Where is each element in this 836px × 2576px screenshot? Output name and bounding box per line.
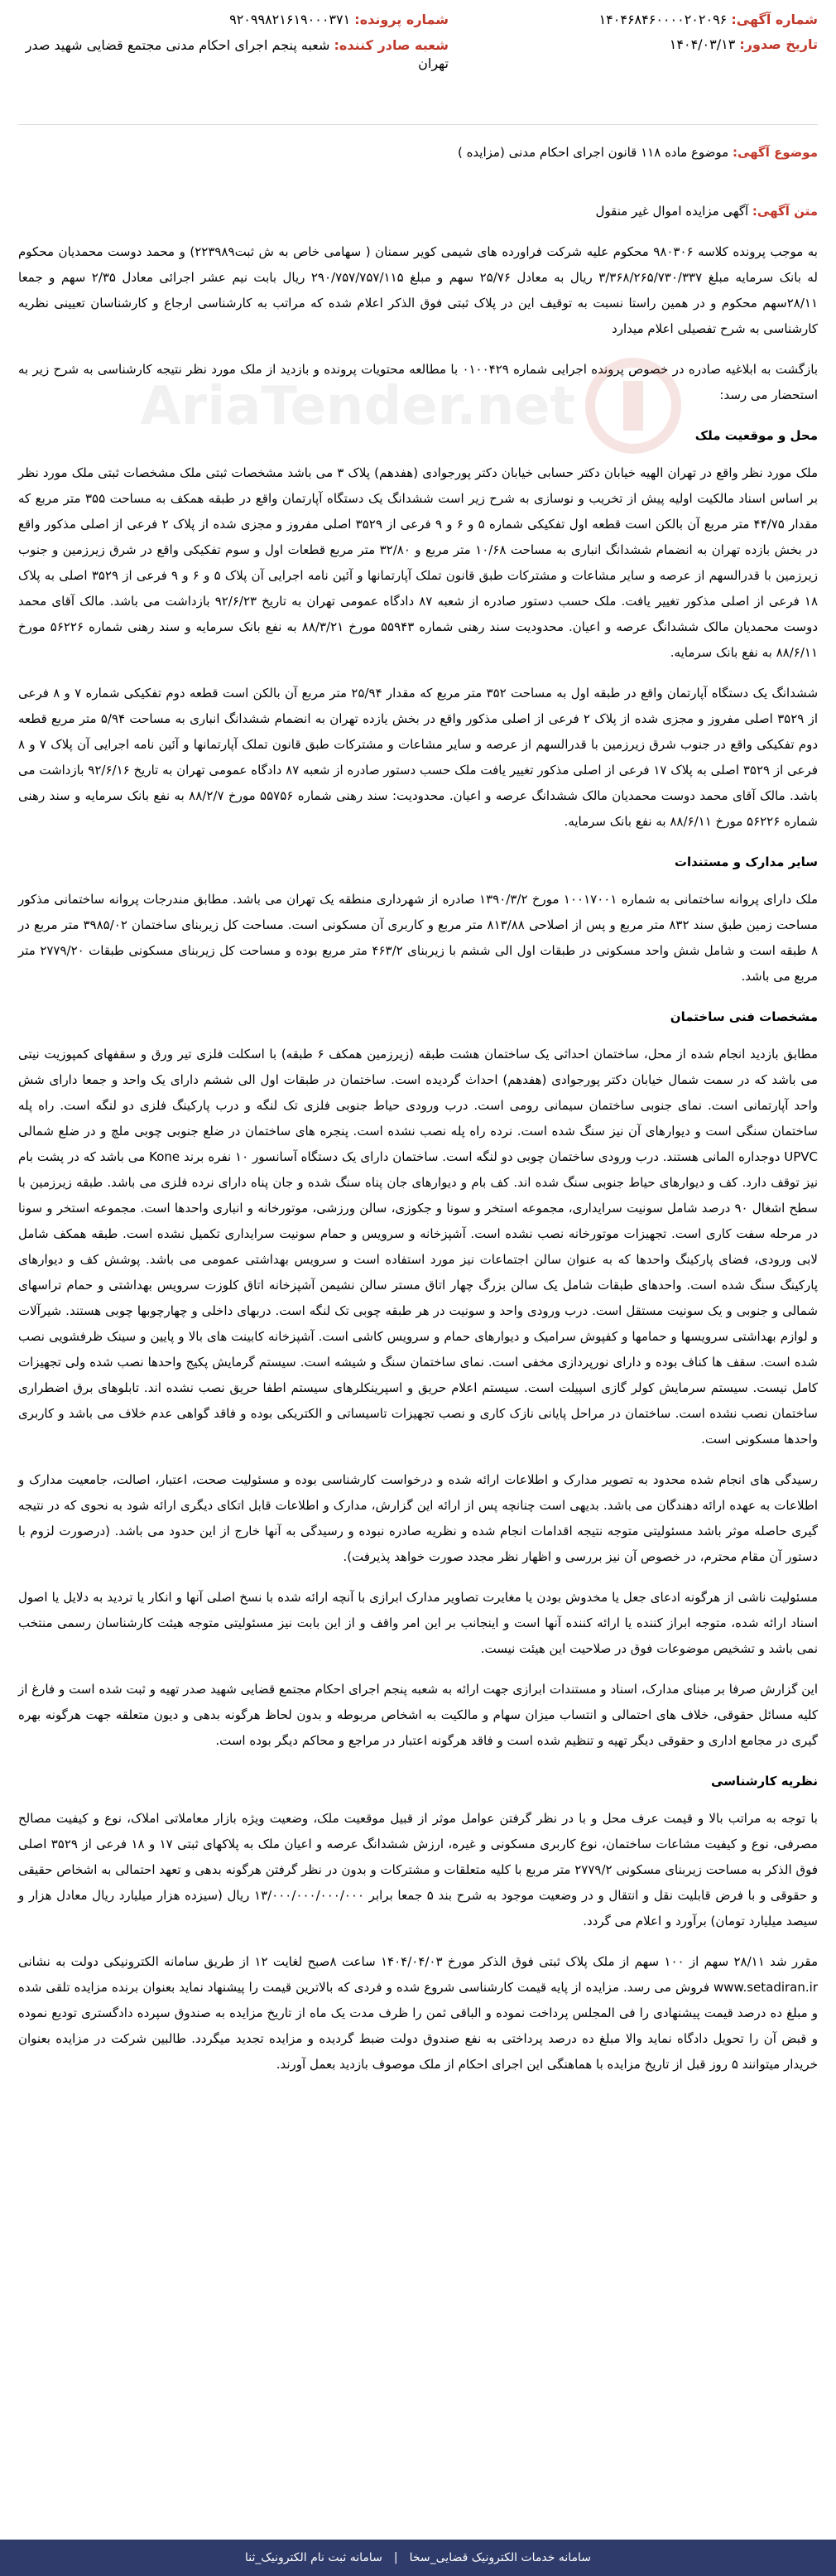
ad-number-row [545,12,818,36]
paragraph-ground-unit: ملک مورد نظر واقع در تهران الهیه خیابان دکتر حسابی خیابان دکتر پورجوادی (هفدهم) پلاک ۳ می باشد مشخصات ثبتی ملک مشخصات ثبتی ملک مورد نظر بر اساس اسناد مالکیت اولیه پیش از تخریب و نوسازی به شرح زیر است ششدانگ یک دستگاه آپارتمان واقع در طبقه همکف به مساحت ۳۵۵ متر مربع که مقدار ۴۴/۷۵ متر مربع آن بالکن است قطعه اول تفکیکی شماره ۵ و ۶ و ۹ فرعی از ۳۵۲۹ اصلی مفروز و مجزی شده از پلاک ۲ فرعی از اصلی مذکور واقع در بخش بازده تهران به انضمام ششدانگ انباری به مساحت ۱۰/۶۸ متر مربع و ۳۲/۸۰ متر مربع قطعات اول و سوم تفکیکی واقع در شرق زیرزمین و جنوب زیرزمین با قدرالسهم از عرصه و سایر مشاعات و مشترکات طبق قانون تملک آپارتمانها و آئین نامه اجرایی آن پلاک ۵ و ۶ و ۹ فرعی از ۳۵۲۹ اصلی به پلاک ۱۸ فرعی از اصلی مذکور تغییر یافت. ملک حسب دستور صادره از شعبه ۸۷ دادگاه عمومی تهران به تاریخ ۹۲/۶/۲۳ بازداشت می باشد. مالک آقای محمد دوست محمدیان مالک ششدانگ عرصه و اعیان. محدودیت سند رهنی شماره ۵۵۹۴۳ مورخ ۸۸/۳/۲۱ به نفع بانک سرمایه و سند رهنی شماره ۵۶۲۲۶ مورخ ۸۸/۶/۱۱ به نفع بانک سرمایه. [18,465,819,660]
paragraph-valuation: با توجه به مراتب بالا و قیمت عرف محل و با در نظر گرفتن عوامل موثر از قبیل موقعیت ملک، وضعیت ویژه بازار معاملاتی املاک، نوع و کیفیت مصالح مصرفی، نوع و کیفیت مشاعات ساختمان، نوع کاربری مسکونی و غیره، ارزش ششدانگ عرصه و اعیان ملک به پلاکهای ثبتی ۱۷ و ۱۸ فرعی از ۳۵۲۹ اصلی فوق الذکر به مساحت زیربنای مسکونی ۲۷۷۹/۲ متر مربع با کلیه متعلقات و مشترکات و بدون در نظر گرفتن هرگونه بدهی و تعهد احتمالی به اشخاص حقیقی و حقوقی و با فرض قابلیت نقل و انتقال و در وضعیت موجود به شرح بند ۵ جمعا برابر ۱۳/۰۰۰/۰۰۰/۰۰۰/۰۰۰ ریال (سیزده هزار میلیارد ریال معادل هزار و سیصد میلیارد تومان) برآورد و اعلام می گردد. [18,1811,819,1928]
footer-site-link[interactable]: سامانه ثبت نام الکترونیک_ثنا [245,2551,382,2564]
notice-meta [18,141,818,171]
text-title: آگهی مزایده اموال غیر منقول [595,204,749,219]
issue-date-label: تاریخ صدور: [739,36,818,52]
paragraph-liability: رسیدگی های انجام شده محدود به تصویر مدارک و اطلاعات ارائه شده و درخواست کارشناسی بوده و مسئولیت صحت، اعتبار، اصالت، جامعیت مدارک و اطلاعات به عهده ارائه دهندگان می باشد. بدیهی است چنانچه پس از ارائه این گزارش، مدارک و اطلاعات قابل اتکای دیگری ارائه شود به نحوی که در نتیجه گیری حاصله موثر باشد مسئولیتی متوجه نتیجه اقدامات انجام شده و نظریه صادره نبوده و رسیدگی به آنها خارج از این حدود می باشد. (درصورت لزوم با دستور آن مقام محترم، در خصوص آن نیز بررسی و اظهار نظر مجدد صورت خواهد پذیرفت). [18,1472,818,1564]
paragraph-verdict: به موجب پرونده کلاسه ۹۸۰۳۰۶ محکوم علیه شرکت فراورده های شیمی کویر سمنان ( سهامی خاص به ش ثبت۲۲۳۹۸۹) و محمد دوست محمدیان محکوم له بانک سرمایه مبلغ ۳/۳۶۸/۲۶۵/۷۳۰/۳۳۷ ریال به معادل ۲۵/۷۶ سهم و مبلغ ۲۹۰/۷۵۷/۷۵۷/۱۱۵ ریال بابت نیم عشر اجرائی معادل ۲/۳۵ سهم و جمعا ۲۸/۱۱سهم محکوم و در همین راستا نسبت به توقیف این در پلاک ثبتی فوق الذکر اعلام شده که مراتب به کارشناسی ارجاع و کارشناسان تعیینی نظریه کارشناسی به شرح تفصیلی اعلام میدارد [18,244,819,336]
issuer-row [18,36,449,73]
header-right-column [545,12,818,61]
ad-number-value: ۱۴۰۴۶۸۴۶۰۰۰۰۲۰۲۰۹۶ [598,12,728,27]
issue-date-row [545,36,818,61]
ad-number-label: شماره آگهی: [731,12,818,27]
paragraph-reference: بازگشت به ابلاغیه صادره در خصوص پرونده اجرایی شماره ۰۱۰۰۴۲۹ با مطالعه محتویات پرونده و بازدید از ملک مورد نظر نتیجه کارشناسی به شرح زیر به استحضار می رسد: [18,362,819,402]
footer-org-link[interactable]: سامانه خدمات الکترونیک قضایی_سخا [409,2551,591,2564]
case-number-row [18,12,449,36]
paragraph-auction-terms: مقرر شد ۲۸/۱۱ سهم از ۱۰۰ سهم از ملک پلاک ثبتی فوق الذکر مورخ ۱۴۰۴/۰۴/۰۳ ساعت ۸صبح لغایت ۱۲ از طریق سامانه الکترونیکی دولت به نشانی www.setadiran.ir فروش می رسد. مزایده از پایه قیمت کارشناسی شروع شده و فردی که بالاترین قیمت را پیشنهاد نماید بعنوان برنده مزایده تلقی شده و مبلغ ده درصد قیمت پیشنهادی را فی المجلس پرداخت نموده و الباقی ثمن را ظرف مدت یک ماه از تاریخ مزایده به صندوق سپرده دادگستری تودیع نموده و قبض آن را تحویل دادگاه نماید والا مبلغ ده درصد پرداختی به نفع صندوق دولت ضبط گردیده و مزایده تجدید میگردد. طالبین شرکت در مزایده بعنوان خریدار میتوانند ۵ روز قبل از تاریخ مزایده با هماهنگی این اجرای احکام از ملک موصوف بازدید بعمل آورند. [18,1954,818,2072]
issuer-label: شعبه صادر کننده: [334,37,449,53]
watermark-text: AriaTender.net [140,376,575,437]
paragraph-technical-specs: مطابق بازدید انجام شده از محل، ساختمان احداثی یک ساختمان هشت طبقه (زیرزمین همکف ۶ طبقه) با اسکلت فلزی تیر ورق و سقفهای کمپوزیت نیتی می باشد که در سمت شمال خیابان دکتر پورجوادی (هفدهم) احداث گردیده است. ساختمان در طبقات اول الی ششم دارای یک واحد و جمعا دارای شش واحد آپارتمانی است. نمای جنوبی ساختمان سیمانی رومی است. درب ورودی حیاط جنوبی فلزی تک لنگه و درب پارکینگ فلزی دو لنگه است. راه پله ساختمان سنگی است و دیوارهای آن نیز سنگ شده است. نرده راه پله نصب نشده است. پنجره های ساختمان در ضلع جنوبی چوبی ملچ و در ضلع شمالی UPVC دوجداره المانی هستند. درب ورودی ساختمان چوبی دو لنگه است. ساختمان دارای یک دستگاه آسانسور ۱۰ نفره برند Kone می باشد که در پشت بام نیز توقف دارد. کف و دیوارهای حیاط جنوبی سنگ شده اند. کف بام و دیوارهای جان پناه سنگ شده و جان پناه دارای نرده فلزی می باشد. طبقه زیرزمین با سطح اشغال ۹۰ درصد شامل سونیت سرایداری، مجموعه استخر و سونا و جکوزی، سالن ورزشی، موتورخانه و انباری واحدها است. مجموعه استخر و سونا در مرحله سفت کاری است. تجهیزات موتورخانه نصب نشده است. آشپزخانه و سرویس و حمام سونیت سرایداری تکمیل نشده است. طبقه همکف شامل لابی ورودی، فضای پارکینگ واحدها که به عنوان سالن اجتماعات نیز مورد استفاده است و سرویس بهداشتی عمومی می باشد. پوشش کف و دیوارهای پارکینگ سنگ شده است. واحدهای طبقات شامل یک سالن بزرگ چهار اتاق مستر سالن نشیمن آشپزخانه اتاق کلوزت سرویس بهداشتی و حمام تراسهای شمالی و جنوبی و یک سونیت مستقل است. درب ورودی واحد و سونیت در هر طبقه چوبی تک لنگه است. دربهای داخلی و چهارچوبها چوبی هستند. شیرآلات و لوازم بهداشتی سرویسها و حمامها و کفپوش سرامیک و دیوارهای حمام و سرویس کاشی است. آشپزخانه کابینت های بالا و پایین و سینک ظرفشویی نصب شده است. سقف ها کناف بوده و دارای نورپردازی مخفی است. نمای ساختمان سنگ و شیشه است. سیستم گرمایش پکیج واحدها نصب شده ولی تجهیزات کامل نیست. سیستم سرمایش کولر گازی اسپیلت است. سیستم اعلام حریق و اسپرینکلرهای سیستم اطفا حریق نصب نشده اند. تابلوهای برق اضطراری ساختمان نصب نشده است. ساختمان در مراحل پایانی نازک کاری و نصب تجهیزات تاسیساتی و الکتریکی بوده و فاقد گواهی عدم خلاف می باشد و کاربری واحدها مسکونی است. [18,1047,819,1447]
case-number-value: ۹۲۰۹۹۸۲۱۶۱۹۰۰۰۳۷۱ [229,12,351,27]
paragraph-permit: ملک دارای پروانه ساختمانی به شماره ۱۰۰۱۷۰۰۱ مورخ ۱۳۹۰/۳/۲ صادره از شهرداری منطقه یک تهران می باشد. مطابق مندرجات پروانه ساختمانی مذکور مساحت زمین طبق سند ۸۳۲ متر مربع و پس از اصلاحی ۸۱۳/۸۸ متر مربع و کاربری آن مسکونی است. مساحت کل زیربنای ساختمان ۳۹۸۵/۰۲ متر مربع در ۸ طبقه است و شامل شش واحد مسکونی در طبقات اول الی ششم با زیربنای ۴۶۳/۲ متر مربع بوده و مساحت کل زیربنای مسکونی طبقات ۲۷۷۹/۲۰ متر مربع می باشد. [18,892,819,984]
notice-header [18,12,818,119]
header-divider [18,124,818,125]
subject-label: موضوع آگهی: [732,145,818,160]
text-title-row [18,199,818,224]
issue-date-value: ۱۴۰۴/۰۳/۱۳ [669,36,736,52]
footer-divider: | [393,2551,398,2564]
subject-value: موضوع ماده ۱۱۸ قانون اجرای احکام مدنی (مزایده ) [457,145,729,160]
paragraph-forgery-disclaimer: مسئولیت ناشی از هرگونه ادعای جعل یا مخدوش بودن یا مغایرت تصاویر مدارک ابرازی با آنچه ارائه شده با نسخ اصلی آنها و انکار یا تردید به دلایل یا اصول اسناد ارائه شده، متوجه ابراز کننده یا ارائه کننده آنها است و اینجانب بر این امر واقف و از این بابت نیز مسئولیتی متوجه هیئت کارشناسان رسمی منتخب نمی باشد و تشخیص موضوعات فوق در صلاحیت این هیئت نیست. [18,1590,818,1656]
text-label: متن آگهی: [752,204,818,219]
paragraph-report-scope: این گزارش صرفا بر مبنای مدارک، اسناد و مستندات ابرازی جهت ارائه به شعبه پنجم اجرای احکام مجتمع قضایی شهید صدر تهیه و ثبت شده است و فارغ از کلیه مسائل حقوقی، خلاف های احتمالی و انتساب میزان سهام و مالکیت به اشخاص مربوطه و بدون لحاظ هرگونه بدهی و دیون متعلقه جهت هرگونه بهره گیری در مجامع اداری و حقوقی دیگر تهیه و تنظیم شده است و فاقد هرگونه اعتبار در مراجع و محاکم دیگر بوده است. [18,1682,818,1748]
heading-technical: مشخصات فنی ساختمان [670,1009,818,1024]
paragraph-first-floor-unit: ششدانگ یک دستگاه آپارتمان واقع در طبقه اول به مساحت ۳۵۲ متر مربع که مقدار ۲۵/۹۴ متر مربع آن بالکن است قطعه دوم تفکیکی شماره ۷ و ۸ فرعی از ۳۵۲۹ اصلی مفروز و مجزی شده از پلاک ۲ فرعی از اصلی مذکور واقع در بخش یازده تهران به انضمام ششدانگ انباری به مساحت ۵/۹۴ متر مربع قطعه دوم تفکیکی واقع در جنوب شرق زیرزمین با قدرالسهم از عرصه و سایر مشاعات و مشترکات طبق قانون تملک آپارتمانها و آئین نامه اجرایی آن پلاک ۷ و ۸ فرعی از ۳۵۲۹ اصلی به پلاک ۱۷ فرعی از اصلی مذکور تغییر یافت ملک حسب دستور صادره از شعبه ۸۷ دادگاه عمومی تهران به تاریخ ۹۲/۶/۱۶ بازداشت می باشد. مالک آقای محمد دوست محمدیان مالک ششدانگ عرصه و اعیان. محدودیت: سند رهنی شماره ۵۵۷۵۶ مورخ ۸۸/۲/۷ به نفع بانک سرمایه و سند رهنی شماره ۵۶۲۲۶ مورخ ۸۸/۶/۱۱ به نفع بانک سرمایه. [18,686,819,829]
issuer-value: شعبه پنجم اجرای احکام مدنی مجتمع قضایی شهید صدر تهران [25,37,449,71]
site-footer [0,2540,836,2576]
case-number-label: شماره پرونده: [354,12,449,27]
heading-location: محل و موقعیت ملک [694,428,818,443]
heading-expert-opinion: نظریه کارشناسی [711,1774,818,1789]
notice-body [18,199,818,2092]
heading-documents: سایر مدارک و مستندات [674,855,818,869]
subject-row [18,141,818,171]
header-left-column [18,12,449,73]
